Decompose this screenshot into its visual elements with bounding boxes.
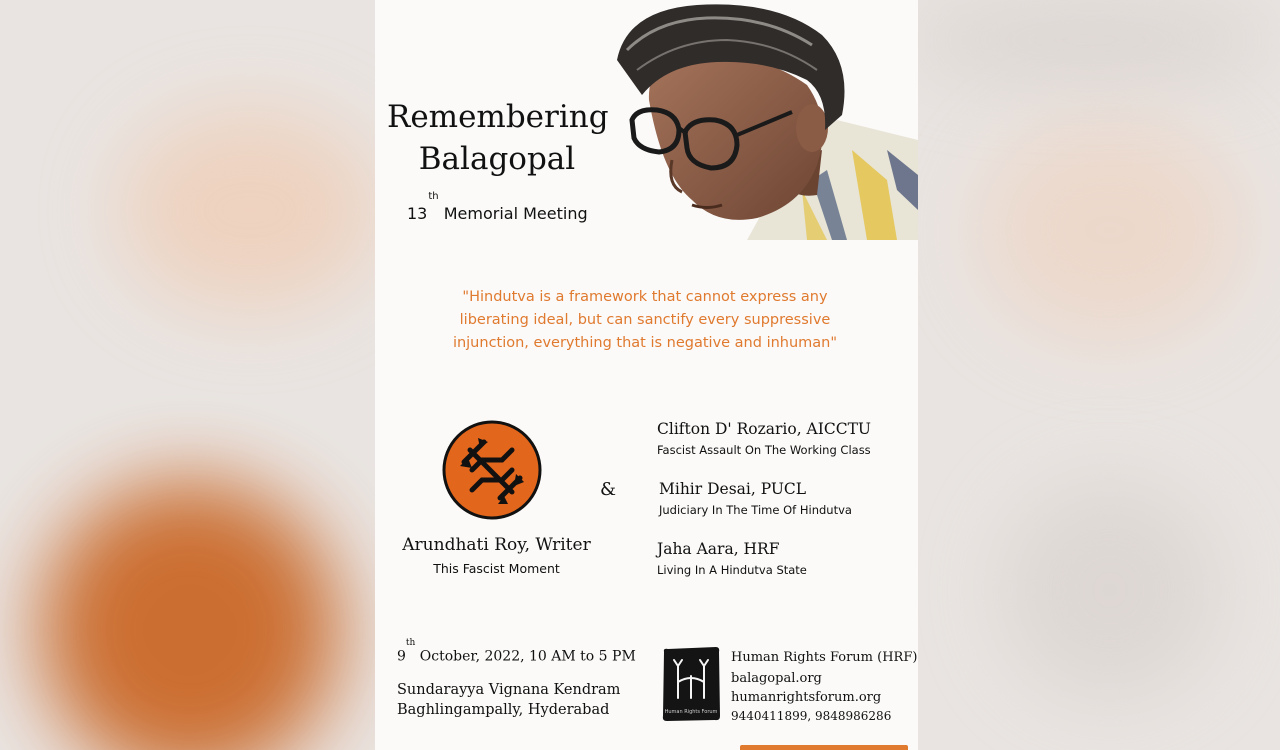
speaker-1-name: Clifton D' Rozario, AICCTU	[657, 420, 871, 438]
venue-line-1: Sundarayya Vignana Kendram	[397, 682, 621, 698]
event-date	[397, 638, 636, 665]
main-speaker-talk: This Fascist Moment	[433, 561, 560, 576]
memorial-poster	[375, 0, 918, 750]
bg-blob	[900, 0, 1280, 80]
memorial-text: Memorial Meeting	[443, 204, 588, 223]
memorial-suffix: th	[428, 190, 439, 202]
speaker-2-name: Mihir Desai, PUCL	[659, 480, 807, 498]
ampersand: &	[600, 479, 617, 500]
bg-blob	[980, 120, 1240, 340]
bg-blob	[40, 480, 340, 750]
bg-blob	[1000, 480, 1220, 700]
main-speaker-name: Arundhati Roy, Writer	[402, 535, 591, 555]
poster-title	[387, 96, 607, 180]
orange-footer-strip	[740, 745, 908, 750]
speaker-3-name: Jaha Aara, HRF	[657, 540, 780, 558]
memorial-number: 13	[407, 204, 428, 223]
date-rest: October, 2022, 10 AM to 5 PM	[419, 648, 636, 665]
balagopal-quote: "Hindutva is a framework that cannot express any liberating ideal, but can sanctify every suppressive injunction, everything that is negative and inhuman"	[452, 289, 838, 351]
organizer-site-1: balagopal.org	[731, 671, 822, 686]
bg-blob	[120, 110, 380, 310]
organizer-phones: 9440411899, 9848986286	[731, 709, 892, 723]
organizer-name: Human Rights Forum (HRF)	[731, 650, 918, 665]
title-line-2: Balagopal	[418, 141, 576, 177]
fist-emblem-icon	[442, 420, 542, 520]
speaker-1-talk: Fascist Assault On The Working Class	[657, 443, 871, 457]
speaker-3-talk: Living In A Hindutva State	[657, 563, 807, 577]
date-suffix: th	[405, 638, 416, 648]
hrf-logo-icon	[660, 646, 722, 722]
speaker-2-talk: Judiciary In The Time Of Hindutva	[659, 503, 852, 517]
organizer-site-2: humanrightsforum.org	[731, 690, 882, 705]
venue-line-2: Baghlingampally, Hyderabad	[397, 702, 610, 718]
hrf-logo-caption: Human Rights Forum	[664, 709, 718, 715]
portrait-photo	[597, 0, 918, 240]
memorial-subtitle	[407, 190, 588, 223]
date-day: 9	[397, 648, 406, 665]
title-line-1: Remembering	[387, 99, 609, 135]
